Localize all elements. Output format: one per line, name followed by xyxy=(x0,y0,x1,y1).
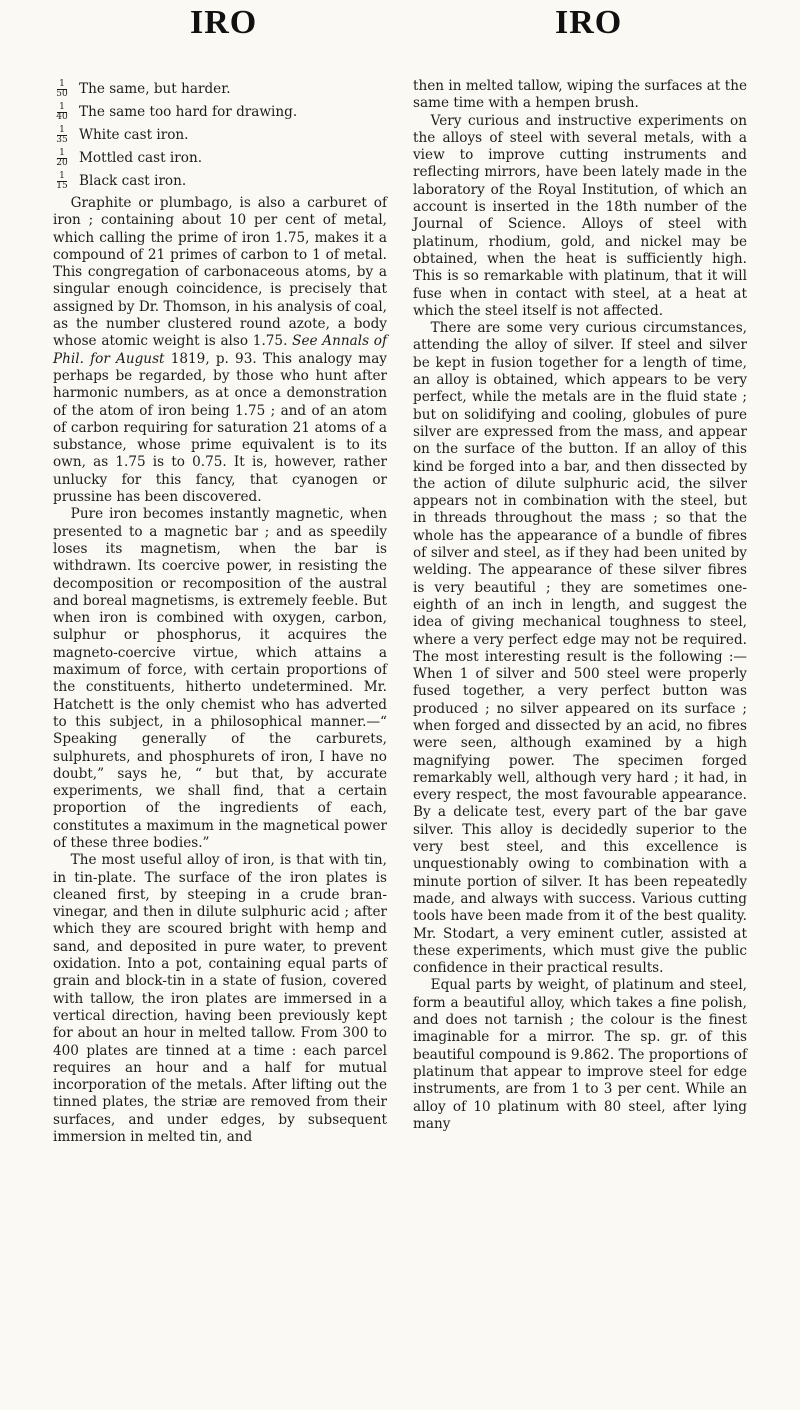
list-item xyxy=(53,101,387,124)
running-head-left: IRO xyxy=(190,4,258,41)
fraction: $\frac{1}{35}$ xyxy=(56,125,68,145)
fraction-list xyxy=(53,78,387,193)
running-head-right: IRO xyxy=(555,4,623,41)
left-column xyxy=(53,78,387,1146)
paragraph-continuation: then in melted tallow, wiping the surfaces at the same time with a hempen brush. xyxy=(413,78,747,112)
fraction: $\frac{1}{50}$ xyxy=(56,79,68,99)
list-item-text: The same, but harder. xyxy=(79,80,231,97)
citation: See Annals of Phil. for August xyxy=(53,333,387,367)
right-column xyxy=(413,78,747,1133)
paragraph-silver-alloy: There are some very curious circumstances, attending the alloy of silver. If steel and silver be kept in fusion together for a length of time, an alloy is obtained, which appears to be very perfect, while the metals are in the fluid state ; but on solidifying and cooling, globules of pure silver are expressed from the mass, and appear on the surface of the button. If an alloy of this kind be forged into a bar, and then dissected by the action of dilute sulphuric acid, the silver appears not in combination with the steel, but in threads throughout the mass ; so that the whole has the appearance of a bundle of fibres of silver and steel, as if they had been united by welding. The appearance of these silver fibres is very beautiful ; they are sometimes one-eighth of an inch in length, and suggest the idea of giving mechanical toughness to steel, where a very perfect edge may not be required. The most interesting result is the following :—When 1 of silver and 500 steel were properly fused together, a very perfect button was produced ; no silver appeared on its surface ; when forged and dissected by an acid, no fibres were seen, although examined by a high magnifying power. The specimen forged remarkably well, although very hard ; it had, in every respect, the most favourable appearance. By a delicate test, every part of the bar gave silver. This alloy is decidedly superior to the very best steel, and this excellence is unquestionably owing to combination with a minute portion of silver. It has been repeatedly made, and always with success. Various cutting tools have been made from it of the best quality. Mr. Stodart, a very eminent cutler, assisted at these experiments, which must give the public confidence in their practical results. xyxy=(413,320,747,977)
list-item xyxy=(53,170,387,193)
paragraph-magnetism: Pure iron becomes instantly magnetic, when presented to a magnetic bar ; and as speedily loses its magnetism, when the bar is withdrawn. Its coercive power, in resisting the decomposition or recomposition of the austral and boreal magnetisms, is extremely feeble. But when iron is combined with oxygen, carbon, sulphur or phosphorus, it acquires the magneto-coercive virtue, which attains a maximum of force, with certain proportions of the constituents, hitherto undetermined. Mr. Hatchett is the only chemist who has adverted to this subject, in a philosophical manner.—“ Speaking generally of the carburets, sulphurets, and phosphurets of iron, I have no doubt,” says he, “ but that, by accurate experiments, we shall find, that a certain proportion of the ingredients of each, constitutes a maximum in the magnetical power of these three bodies.” xyxy=(53,506,387,851)
paragraph-steel-alloys: Very curious and instructive experiments on the alloys of steel with several metals, with a view to improve cutting instruments and reflecting mirrors, have been lately made in the laboratory of the Royal Institution, of which an account is inserted in the 18th number of the Journal of Science. Alloys of steel with platinum, rhodium, gold, and nickel may be obtained, when the heat is sufficiently high. This is so remarkable with platinum, that it will fuse when in contact with steel, at a heat at which the steel itself is not affected. xyxy=(413,112,747,319)
list-item-text: The same too hard for drawing. xyxy=(79,103,298,120)
list-item xyxy=(53,78,387,101)
list-item-text: White cast iron. xyxy=(79,126,189,143)
list-item xyxy=(53,147,387,170)
fraction: $\frac{1}{15}$ xyxy=(56,171,68,191)
fraction: $\frac{1}{20}$ xyxy=(56,148,68,168)
paragraph-tin-plate: The most useful alloy of iron, is that with tin, in tin-plate. The surface of the iron plates is cleaned first, by steeping in a crude bran-vinegar, and then in dilute sulphuric acid ; after which they are scoured bright with hemp and sand, and deposited in pure water, to prevent oxidation. Into a pot, containing equal parts of grain and block-tin in a state of fusion, covered with tallow, the iron plates are immersed in a vertical direction, having been previously kept for about an hour in melted tallow. From 300 to 400 plates are tinned at a time : each parcel requires an hour and a half for mutual incorporation of the metals. After lifting out the tinned plates, the striæ are removed from their surfaces, and under edges, by subsequent immersion in melted tin, and xyxy=(53,852,387,1146)
paragraph-platinum-alloy: Equal parts by weight, of platinum and steel, form a beautiful alloy, which takes a fine polish, and does not tarnish ; the colour is the finest imaginable for a mirror. The sp. gr. of this beautiful compound is 9.862. The proportions of platinum that appear to improve steel for edge instruments, are from 1 to 3 per cent. While an alloy of 10 platinum with 80 steel, after lying many xyxy=(413,977,747,1132)
list-item xyxy=(53,124,387,147)
paragraph-graphite: Graphite or plumbago, is also a carburet of iron ; containing about 10 per cent of metal, which calling the prime of iron 1.75, makes it a compound of 21 primes of carbon to 1 of metal. This congregation of carbonaceous atoms, by a singular enough coincidence, is precisely that assigned by Dr. Thomson, in his analysis of coal, as the number clustered round azote, a body whose atomic weight is also 1.75. See Annals of Phil. for August 1819, p. 93. This analogy may perhaps be regarded, by those who hunt after harmonic numbers, as at once a demonstration of the atom of iron being 1.75 ; and of an atom of carbon requiring for saturation 21 atoms of a substance, whose prime equivalent is to its own, as 1.75 is to 0.75. It is, however, rather unlucky for this fancy, that cyanogen or prussine has been discovered. xyxy=(53,195,387,506)
list-item-text: Mottled cast iron. xyxy=(79,149,203,166)
fraction: $\frac{1}{40}$ xyxy=(56,102,68,122)
list-item-text: Black cast iron. xyxy=(79,172,187,189)
